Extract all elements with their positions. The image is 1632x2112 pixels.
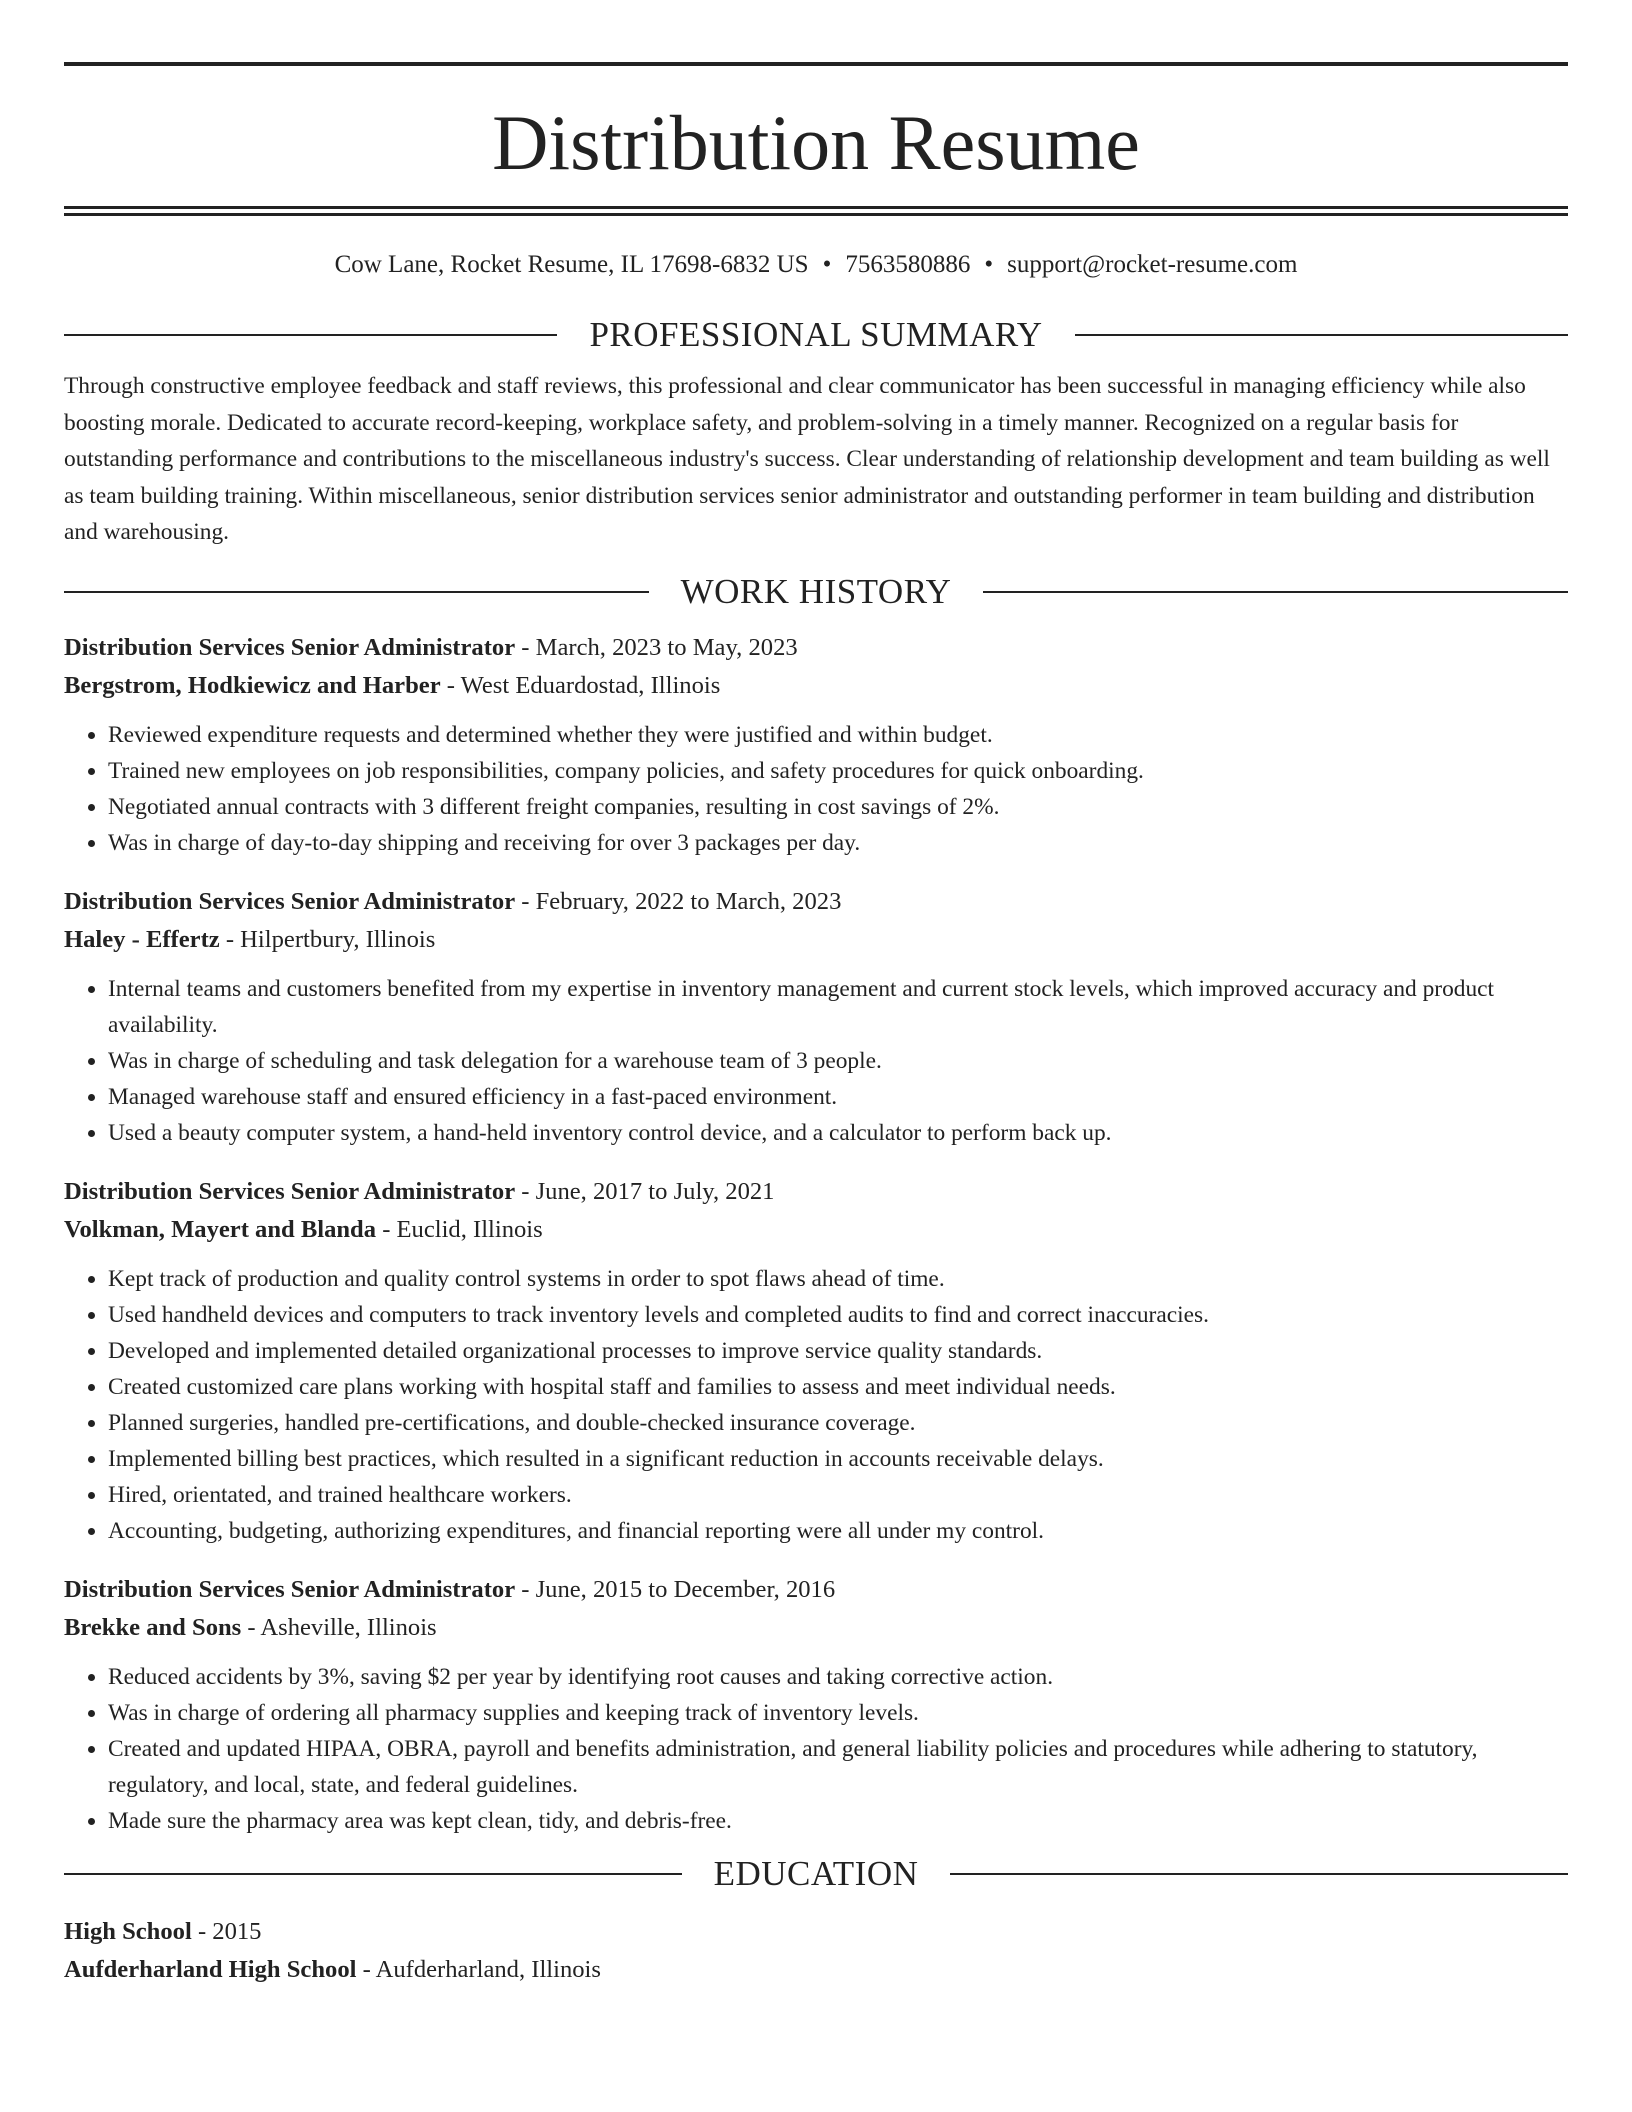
job-title-line (64, 1571, 1568, 1609)
job-bullet: • Used handheld devices and computers to track inventory levels and completed audits to find and correct inaccuracies. (108, 1297, 1568, 1333)
section-rule (1075, 334, 1568, 336)
job-entry (64, 883, 1568, 1151)
job-bullets (64, 717, 1568, 861)
job-bullet: • Planned surgeries, handled pre-certifications, and double-checked insurance coverage. (108, 1405, 1568, 1441)
job-dates: - June, 2015 to December, 2016 (515, 1575, 836, 1603)
job-company: Brekke and Sons (64, 1613, 242, 1641)
contact-separator: • (984, 251, 994, 278)
job-entry (64, 629, 1568, 861)
section-header-summary (64, 310, 1568, 360)
section-title: PROFESSIONAL SUMMARY (589, 315, 1043, 354)
education-entry (64, 1913, 1568, 1989)
job-dates: - March, 2023 to May, 2023 (515, 633, 798, 661)
contact-separator: • (822, 251, 832, 278)
section-rule (64, 334, 557, 336)
job-bullet: • Created and updated HIPAA, OBRA, payroll and benefits administration, and general liability policies and procedures while adhering to statutory, regulatory, and local, state, and federal guidelines. (108, 1731, 1568, 1803)
job-bullets (64, 1659, 1568, 1839)
section-rule (64, 591, 649, 593)
job-location: - West Eduardostad, Illinois (440, 671, 721, 699)
education-degree: High School (64, 1917, 192, 1945)
education-year: - 2015 (191, 1917, 262, 1945)
job-bullet: • Reduced accidents by 3%, saving $2 per year by identifying root causes and taking corrective action. (108, 1659, 1568, 1695)
job-company: Haley - Effertz (64, 925, 220, 953)
education-location: - Aufderharland, Illinois (356, 1955, 601, 1983)
job-dates: - February, 2022 to March, 2023 (515, 887, 842, 915)
job-title-line (64, 883, 1568, 921)
job-bullet: • Managed warehouse staff and ensured efficiency in a fast-paced environment. (108, 1079, 1568, 1115)
double-rule (64, 206, 1568, 216)
top-rule (64, 62, 1568, 66)
resume-page (64, 62, 1568, 1989)
job-title: Distribution Services Senior Administrator (64, 1177, 516, 1205)
job-bullet: • Made sure the pharmacy area was kept clean, tidy, and debris-free. (108, 1803, 1568, 1839)
job-title-line (64, 629, 1568, 667)
job-bullet: • Created customized care plans working with hospital staff and families to assess and meet individual needs. (108, 1369, 1568, 1405)
job-bullet: • Hired, orientated, and trained healthcare workers. (108, 1477, 1568, 1513)
contact-line (64, 250, 1568, 284)
summary-text: Through constructive employee feedback and staff reviews, this professional and clear communicator has been successful in managing efficiency while also boosting morale. Dedicated to accurate record-keeping, workplace safety, and problem-solving in a timely manner. Recognized on a regular basis for outstanding performance and contributions to the miscellaneous industry's success. Clear understanding of relationship development and team building as well as team building training. Within miscellaneous, senior distribution services senior administrator and outstanding performer in team building and distribution and warehousing. (64, 373, 1550, 545)
job-bullet: • Accounting, budgeting, authorizing expenditures, and financial reporting were all under my control. (108, 1513, 1568, 1549)
job-location: - Euclid, Illinois (376, 1215, 543, 1243)
job-bullet: • Kept track of production and quality control systems in order to spot flaws ahead of time. (108, 1261, 1568, 1297)
education-school: Aufderharland High School (64, 1955, 357, 1983)
section-title: EDUCATION (713, 1853, 919, 1893)
job-entry (64, 1173, 1568, 1549)
job-bullet: • Was in charge of ordering all pharmacy supplies and keeping track of inventory levels. (108, 1695, 1568, 1731)
section-rule (64, 1873, 682, 1875)
job-bullets (64, 971, 1568, 1151)
job-title: Distribution Services Senior Administrator (64, 633, 516, 661)
job-bullets (64, 1261, 1568, 1549)
job-bullet: • Trained new employees on job responsibilities, company policies, and safety procedures for quick onboarding. (108, 753, 1568, 789)
job-bullet: • Developed and implemented detailed organizational processes to improve service quality standards. (108, 1333, 1568, 1369)
job-bullet: • Implemented billing best practices, which resulted in a significant reduction in accounts receivable delays. (108, 1441, 1568, 1477)
section-rule (950, 1873, 1568, 1875)
job-title-line (64, 1173, 1568, 1211)
job-company-line (64, 667, 1568, 705)
job-bullet: • Was in charge of day-to-day shipping and receiving for over 3 packages per day. (108, 825, 1568, 861)
job-title: Distribution Services Senior Administrator (64, 887, 516, 915)
job-entry (64, 1571, 1568, 1839)
job-company: Volkman, Mayert and Blanda (64, 1215, 377, 1243)
job-bullet: • Used a beauty computer system, a hand-held inventory control device, and a calculator to perform back up. (108, 1115, 1568, 1151)
contact-address: Cow Lane, Rocket Resume, IL 17698-6832 US (334, 251, 809, 278)
section-title: WORK HISTORY (680, 571, 952, 611)
job-bullet: • Was in charge of scheduling and task delegation for a warehouse team of 3 people. (108, 1043, 1568, 1079)
job-bullet: • Negotiated annual contracts with 3 different freight companies, resulting in cost savings of 2%. (108, 789, 1568, 825)
job-location: - Hilpertbury, Illinois (219, 925, 436, 953)
resume-title: Distribution Resume (492, 99, 1140, 186)
job-title: Distribution Services Senior Administrator (64, 1575, 516, 1603)
job-company-line (64, 1211, 1568, 1249)
section-header-work (64, 567, 1568, 617)
section-rule (983, 591, 1568, 593)
job-bullet: • Internal teams and customers benefited from my expertise in inventory management and current stock levels, which improved accuracy and product availability. (108, 971, 1568, 1043)
work-history-list (64, 629, 1568, 1839)
job-company: Bergstrom, Hodkiewicz and Harber (64, 671, 441, 699)
section-header-education (64, 1849, 1568, 1899)
job-company-line (64, 1609, 1568, 1647)
job-dates: - June, 2017 to July, 2021 (515, 1177, 775, 1205)
education-school-line (64, 1951, 1568, 1989)
job-bullet: • Reviewed expenditure requests and determined whether they were justified and within budget. (108, 717, 1568, 753)
education-degree-line (64, 1913, 1568, 1951)
job-location: - Asheville, Illinois (241, 1613, 437, 1641)
contact-phone: 7563580886 (845, 251, 971, 278)
job-company-line (64, 921, 1568, 959)
contact-email: support@rocket-resume.com (1007, 251, 1298, 278)
